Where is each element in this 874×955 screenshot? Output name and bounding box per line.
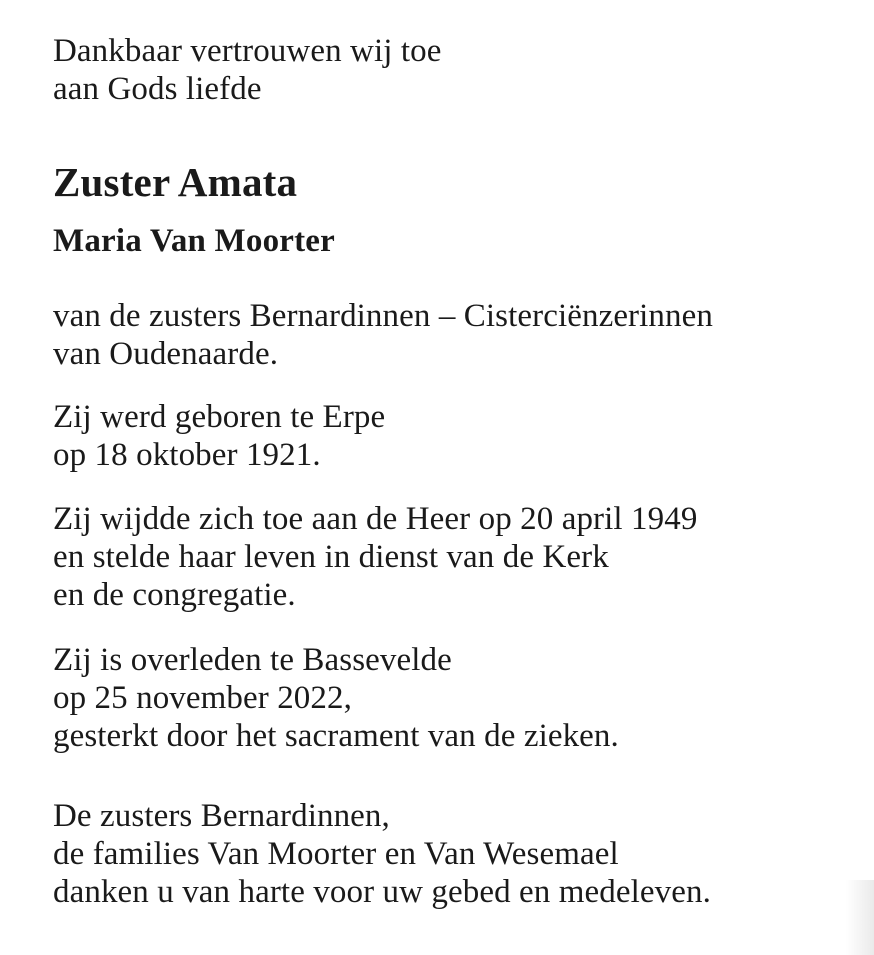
profession-line-2: en stelde haar leven in dienst van de Kerk bbox=[53, 539, 609, 575]
thanks-line-1: De zusters Bernardinnen, bbox=[53, 798, 390, 834]
death-text bbox=[53, 641, 853, 755]
thanks-text bbox=[53, 797, 853, 911]
profession-line-1: Zij wijdde zich toe aan de Heer op 20 april 1949 bbox=[53, 501, 698, 537]
religious-name: Zuster Amata bbox=[53, 159, 298, 205]
birth-line-1: Zij werd geboren te Erpe bbox=[53, 399, 386, 435]
intro-line-2: aan Gods liefde bbox=[53, 71, 262, 107]
death-line-2: op 25 november 2022, bbox=[53, 680, 352, 716]
scan-edge-shadow bbox=[846, 880, 874, 955]
profession-text bbox=[53, 500, 853, 614]
thanks-line-3: danken u van harte voor uw gebed en medeleven. bbox=[53, 874, 711, 910]
intro-text bbox=[53, 32, 853, 108]
intro-line-1: Dankbaar vertrouwen wij toe bbox=[53, 33, 442, 69]
birth-text bbox=[53, 398, 853, 474]
death-line-1: Zij is overleden te Bassevelde bbox=[53, 642, 452, 678]
congregation-line-2: van Oudenaarde. bbox=[53, 336, 279, 372]
profession-line-3: en de congregatie. bbox=[53, 577, 296, 613]
thanks-line-2: de families Van Moorter en Van Wesemael bbox=[53, 836, 619, 872]
congregation-line-1: van de zusters Bernardinnen – Cisterciënzerinnen bbox=[53, 298, 713, 334]
birth-line-2: op 18 oktober 1921. bbox=[53, 437, 321, 473]
civil-name: Maria Van Moorter bbox=[53, 223, 335, 259]
death-line-3: gesterkt door het sacrament van de zieken. bbox=[53, 718, 619, 754]
congregation-text bbox=[53, 297, 853, 373]
